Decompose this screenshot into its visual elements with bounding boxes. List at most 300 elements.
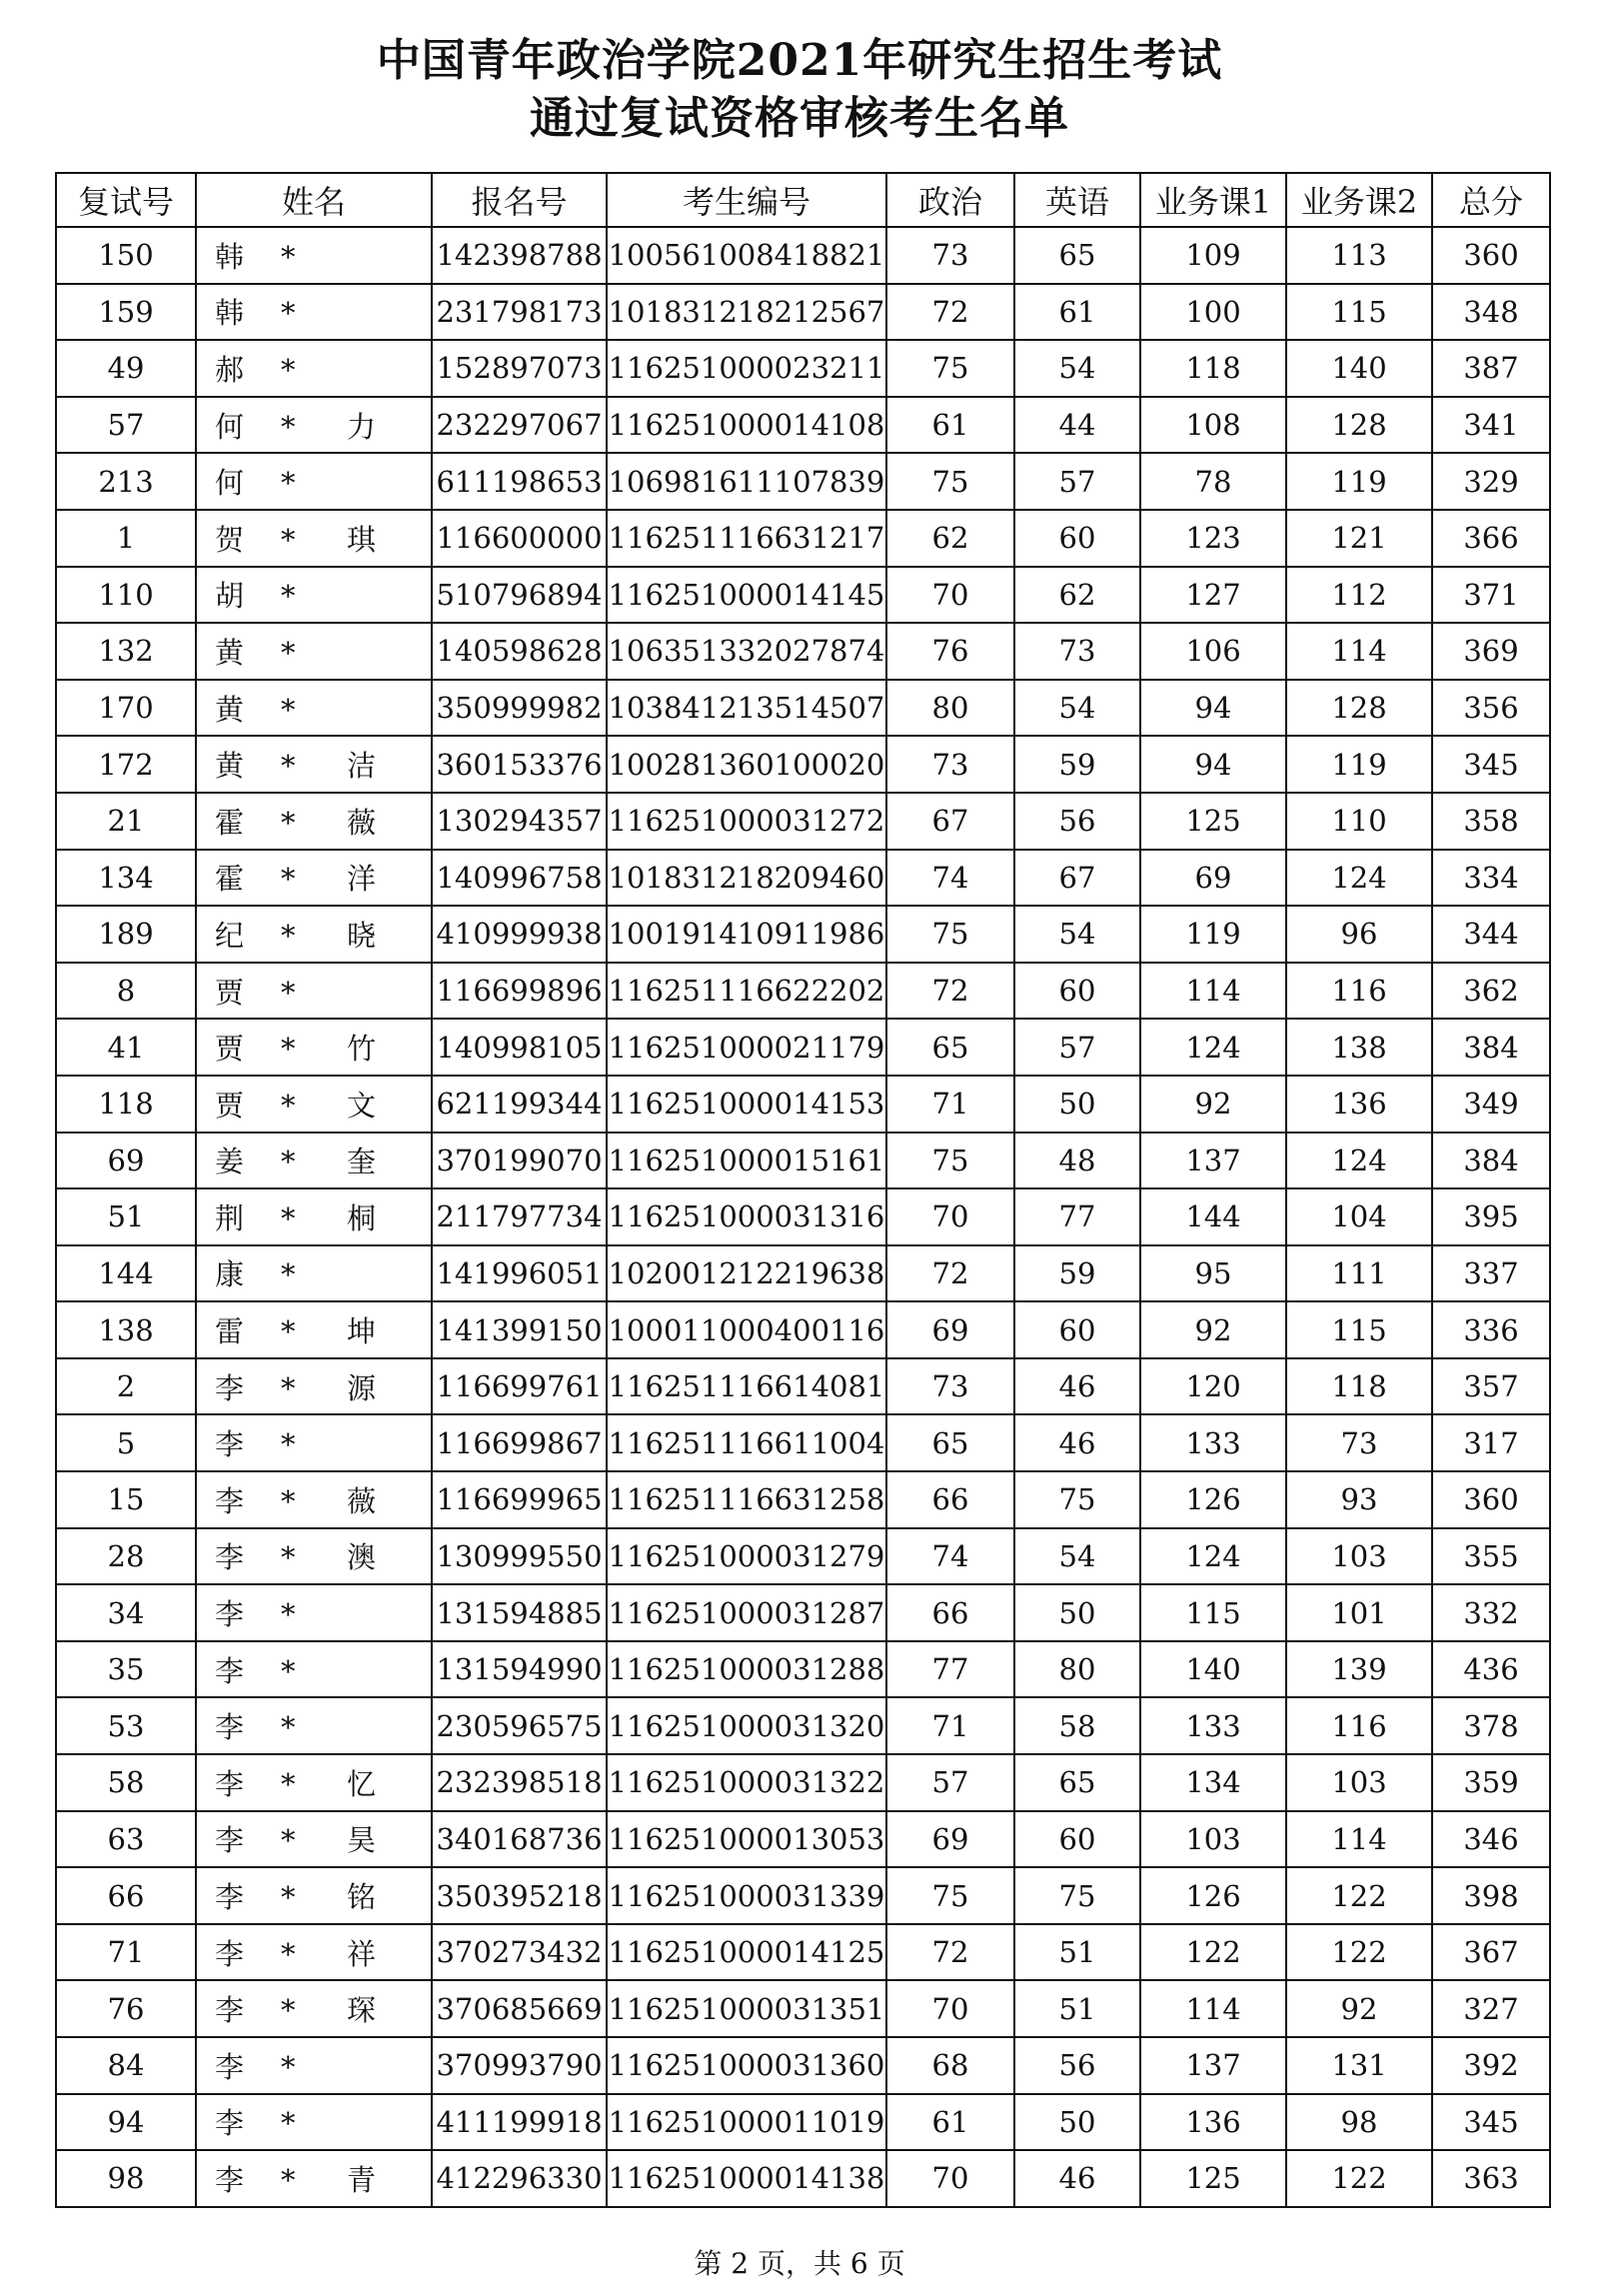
politics-score-cell: 67 bbox=[886, 793, 1014, 850]
table-row bbox=[56, 1924, 1550, 1981]
candidate-number-cell: 116251000014145 bbox=[607, 567, 886, 624]
subject1-score-cell: 78 bbox=[1140, 453, 1286, 510]
name-char: 黄 bbox=[215, 635, 245, 670]
name-char: 李 bbox=[215, 1483, 245, 1518]
candidate-number-cell: 116251116611004 bbox=[607, 1414, 886, 1471]
registration-number-cell: 131594990 bbox=[432, 1641, 607, 1698]
header-cell: 考生编号 bbox=[607, 173, 886, 227]
candidate-number-cell: 116251116614081 bbox=[607, 1358, 886, 1415]
politics-score-cell: 72 bbox=[886, 963, 1014, 1020]
table-row bbox=[56, 397, 1550, 454]
name-char: 贾 bbox=[215, 1088, 245, 1123]
retest-number-cell: 110 bbox=[56, 567, 196, 624]
total-score-cell: 357 bbox=[1432, 1358, 1550, 1415]
name-char: 李 bbox=[215, 2162, 245, 2197]
politics-score-cell: 77 bbox=[886, 1641, 1014, 1698]
registration-number-cell: 611198653 bbox=[432, 453, 607, 510]
total-score-cell: 366 bbox=[1432, 510, 1550, 567]
politics-score-cell: 69 bbox=[886, 1811, 1014, 1868]
subject2-score-cell: 122 bbox=[1286, 1867, 1432, 1924]
english-score-cell: 80 bbox=[1014, 1641, 1140, 1698]
retest-number-cell: 98 bbox=[56, 2150, 196, 2207]
name-char: * bbox=[281, 1766, 296, 1801]
subject2-score-cell: 110 bbox=[1286, 793, 1432, 850]
candidate-number-cell: 116251000014138 bbox=[607, 2150, 886, 2207]
name-char: 澳 bbox=[347, 1540, 377, 1575]
english-score-cell: 60 bbox=[1014, 510, 1140, 567]
name-cell bbox=[196, 1133, 432, 1189]
table-row bbox=[56, 1584, 1550, 1641]
english-score-cell: 73 bbox=[1014, 623, 1140, 680]
header-cell: 政治 bbox=[886, 173, 1014, 227]
registration-number-cell: 370199070 bbox=[432, 1133, 607, 1189]
retest-number-cell: 118 bbox=[56, 1076, 196, 1133]
table-row bbox=[56, 567, 1550, 624]
header-cell: 英语 bbox=[1014, 173, 1140, 227]
registration-number-cell: 130294357 bbox=[432, 793, 607, 850]
candidate-number-cell: 116251000013053 bbox=[607, 1811, 886, 1868]
name-char: * bbox=[281, 1540, 296, 1575]
subject1-score-cell: 95 bbox=[1140, 1245, 1286, 1302]
name-cell bbox=[196, 1358, 432, 1415]
name-char: 洁 bbox=[347, 749, 377, 784]
total-score-cell: 341 bbox=[1432, 397, 1550, 454]
politics-score-cell: 71 bbox=[886, 1076, 1014, 1133]
name-char: 琪 bbox=[347, 522, 377, 557]
politics-score-cell: 69 bbox=[886, 1301, 1014, 1358]
name-char: * bbox=[281, 466, 296, 501]
name-cell bbox=[196, 1811, 432, 1868]
total-score-cell: 371 bbox=[1432, 567, 1550, 624]
total-score-cell: 392 bbox=[1432, 2037, 1550, 2094]
retest-number-cell: 5 bbox=[56, 1414, 196, 1471]
politics-score-cell: 66 bbox=[886, 1471, 1014, 1528]
registration-number-cell: 141996051 bbox=[432, 1245, 607, 1302]
total-score-cell: 378 bbox=[1432, 1697, 1550, 1754]
name-char: 霍 bbox=[215, 805, 245, 840]
name-cell bbox=[196, 1076, 432, 1133]
politics-score-cell: 73 bbox=[886, 736, 1014, 793]
name-char: 琛 bbox=[347, 1993, 377, 2028]
total-score-cell: 360 bbox=[1432, 1471, 1550, 1528]
registration-number-cell: 152897073 bbox=[432, 340, 607, 397]
name-char: 奎 bbox=[347, 1145, 377, 1179]
name-char: 李 bbox=[215, 1653, 245, 1688]
name-char: 忆 bbox=[347, 1766, 377, 1801]
politics-score-cell: 57 bbox=[886, 1754, 1014, 1811]
name-char: 李 bbox=[215, 1540, 245, 1575]
name-char: * bbox=[281, 522, 296, 557]
retest-number-cell: 132 bbox=[56, 623, 196, 680]
table-row bbox=[56, 1245, 1550, 1302]
english-score-cell: 46 bbox=[1014, 1414, 1140, 1471]
name-cell bbox=[196, 1584, 432, 1641]
registration-number-cell: 211797734 bbox=[432, 1188, 607, 1245]
english-score-cell: 54 bbox=[1014, 906, 1140, 963]
name-char: * bbox=[281, 239, 296, 274]
name-char: * bbox=[281, 1597, 296, 1632]
english-score-cell: 48 bbox=[1014, 1133, 1140, 1189]
subject2-score-cell: 121 bbox=[1286, 510, 1432, 567]
table-row bbox=[56, 906, 1550, 963]
name-char: 霍 bbox=[215, 862, 245, 897]
subject2-score-cell: 103 bbox=[1286, 1528, 1432, 1585]
politics-score-cell: 61 bbox=[886, 2094, 1014, 2151]
table-body bbox=[56, 227, 1550, 2207]
subject1-score-cell: 137 bbox=[1140, 2037, 1286, 2094]
retest-number-cell: 58 bbox=[56, 1754, 196, 1811]
subject1-score-cell: 106 bbox=[1140, 623, 1286, 680]
name-char: 贾 bbox=[215, 975, 245, 1010]
table-row bbox=[56, 1471, 1550, 1528]
english-score-cell: 59 bbox=[1014, 1245, 1140, 1302]
retest-number-cell: 53 bbox=[56, 1697, 196, 1754]
retest-number-cell: 84 bbox=[56, 2037, 196, 2094]
subject1-score-cell: 125 bbox=[1140, 2150, 1286, 2207]
registration-number-cell: 370685669 bbox=[432, 1980, 607, 2037]
candidate-number-cell: 116251000031272 bbox=[607, 793, 886, 850]
english-score-cell: 58 bbox=[1014, 1697, 1140, 1754]
name-char: * bbox=[281, 749, 296, 784]
subject1-score-cell: 134 bbox=[1140, 1754, 1286, 1811]
retest-number-cell: 94 bbox=[56, 2094, 196, 2151]
retest-number-cell: 2 bbox=[56, 1358, 196, 1415]
subject2-score-cell: 131 bbox=[1286, 2037, 1432, 2094]
candidate-number-cell: 116251000031339 bbox=[607, 1867, 886, 1924]
retest-number-cell: 35 bbox=[56, 1641, 196, 1698]
retest-number-cell: 172 bbox=[56, 736, 196, 793]
politics-score-cell: 75 bbox=[886, 1867, 1014, 1924]
total-score-cell: 363 bbox=[1432, 2150, 1550, 2207]
name-char: 纪 bbox=[215, 918, 245, 953]
registration-number-cell: 131594885 bbox=[432, 1584, 607, 1641]
subject2-score-cell: 118 bbox=[1286, 1358, 1432, 1415]
registration-number-cell: 231798173 bbox=[432, 284, 607, 341]
table-row bbox=[56, 1133, 1550, 1189]
name-char: 姜 bbox=[215, 1145, 245, 1179]
name-char: 洋 bbox=[347, 862, 377, 897]
candidate-number-cell: 101831218209460 bbox=[607, 850, 886, 907]
name-char: 李 bbox=[215, 1936, 245, 1971]
total-score-cell: 332 bbox=[1432, 1584, 1550, 1641]
politics-score-cell: 68 bbox=[886, 2037, 1014, 2094]
subject1-score-cell: 92 bbox=[1140, 1076, 1286, 1133]
table-row bbox=[56, 1697, 1550, 1754]
retest-number-cell: 41 bbox=[56, 1019, 196, 1076]
name-char: * bbox=[281, 1823, 296, 1858]
english-score-cell: 62 bbox=[1014, 567, 1140, 624]
subject1-score-cell: 133 bbox=[1140, 1414, 1286, 1471]
subject1-score-cell: 94 bbox=[1140, 680, 1286, 737]
english-score-cell: 75 bbox=[1014, 1867, 1140, 1924]
total-score-cell: 367 bbox=[1432, 1924, 1550, 1981]
name-cell bbox=[196, 1697, 432, 1754]
table-header-row bbox=[56, 173, 1550, 227]
name-cell bbox=[196, 2037, 432, 2094]
name-char: * bbox=[281, 918, 296, 953]
politics-score-cell: 62 bbox=[886, 510, 1014, 567]
subject1-score-cell: 140 bbox=[1140, 1641, 1286, 1698]
candidate-number-cell: 116251000031320 bbox=[607, 1697, 886, 1754]
total-score-cell: 384 bbox=[1432, 1019, 1550, 1076]
name-char: * bbox=[281, 1370, 296, 1405]
retest-number-cell: 69 bbox=[56, 1133, 196, 1189]
subject1-score-cell: 92 bbox=[1140, 1301, 1286, 1358]
politics-score-cell: 66 bbox=[886, 1584, 1014, 1641]
table-row bbox=[56, 1414, 1550, 1471]
politics-score-cell: 71 bbox=[886, 1697, 1014, 1754]
total-score-cell: 345 bbox=[1432, 2094, 1550, 2151]
registration-number-cell: 140996758 bbox=[432, 850, 607, 907]
registration-number-cell: 232398518 bbox=[432, 1754, 607, 1811]
name-cell bbox=[196, 227, 432, 284]
name-char: * bbox=[281, 1483, 296, 1518]
candidate-number-cell: 116251000031316 bbox=[607, 1188, 886, 1245]
total-score-cell: 360 bbox=[1432, 227, 1550, 284]
name-cell bbox=[196, 567, 432, 624]
name-cell bbox=[196, 1867, 432, 1924]
table-row bbox=[56, 736, 1550, 793]
subject2-score-cell: 113 bbox=[1286, 227, 1432, 284]
registration-number-cell: 232297067 bbox=[432, 397, 607, 454]
english-score-cell: 54 bbox=[1014, 1528, 1140, 1585]
english-score-cell: 57 bbox=[1014, 453, 1140, 510]
subject1-score-cell: 109 bbox=[1140, 227, 1286, 284]
name-cell bbox=[196, 2094, 432, 2151]
politics-score-cell: 72 bbox=[886, 1924, 1014, 1981]
name-char: 力 bbox=[347, 409, 377, 444]
subject2-score-cell: 128 bbox=[1286, 680, 1432, 737]
english-score-cell: 65 bbox=[1014, 227, 1140, 284]
registration-number-cell: 116699965 bbox=[432, 1471, 607, 1528]
english-score-cell: 44 bbox=[1014, 397, 1140, 454]
name-char: 何 bbox=[215, 409, 245, 444]
name-cell bbox=[196, 1754, 432, 1811]
name-char: 薇 bbox=[347, 805, 377, 840]
total-score-cell: 337 bbox=[1432, 1245, 1550, 1302]
header-cell: 业务课2 bbox=[1286, 173, 1432, 227]
candidate-number-cell: 106981611107839 bbox=[607, 453, 886, 510]
table-row bbox=[56, 1811, 1550, 1868]
subject1-score-cell: 124 bbox=[1140, 1019, 1286, 1076]
english-score-cell: 50 bbox=[1014, 1584, 1140, 1641]
name-cell bbox=[196, 1528, 432, 1585]
name-cell bbox=[196, 1641, 432, 1698]
retest-number-cell: 51 bbox=[56, 1188, 196, 1245]
table-row bbox=[56, 1019, 1550, 1076]
total-score-cell: 327 bbox=[1432, 1980, 1550, 2037]
table-row bbox=[56, 963, 1550, 1020]
subject2-score-cell: 138 bbox=[1286, 1019, 1432, 1076]
candidate-number-cell: 116251000031279 bbox=[607, 1528, 886, 1585]
name-cell bbox=[196, 736, 432, 793]
name-cell bbox=[196, 623, 432, 680]
candidate-number-cell: 116251000031351 bbox=[607, 1980, 886, 2037]
name-char: * bbox=[281, 2049, 296, 2084]
name-char: * bbox=[281, 1710, 296, 1745]
name-char: 雷 bbox=[215, 1314, 245, 1349]
retest-number-cell: 57 bbox=[56, 397, 196, 454]
english-score-cell: 60 bbox=[1014, 1811, 1140, 1868]
subject1-score-cell: 126 bbox=[1140, 1471, 1286, 1528]
name-char: 黄 bbox=[215, 749, 245, 784]
english-score-cell: 51 bbox=[1014, 1980, 1140, 2037]
header-cell: 姓名 bbox=[196, 173, 432, 227]
registration-number-cell: 370993790 bbox=[432, 2037, 607, 2094]
name-char: 文 bbox=[347, 1088, 377, 1123]
subject2-score-cell: 98 bbox=[1286, 2094, 1432, 2151]
name-char: * bbox=[281, 1088, 296, 1123]
name-char: * bbox=[281, 692, 296, 727]
table-row bbox=[56, 1528, 1550, 1585]
retest-number-cell: 8 bbox=[56, 963, 196, 1020]
registration-number-cell: 116600000 bbox=[432, 510, 607, 567]
registration-number-cell: 411199918 bbox=[432, 2094, 607, 2151]
name-cell bbox=[196, 453, 432, 510]
registration-number-cell: 510796894 bbox=[432, 567, 607, 624]
subject1-score-cell: 114 bbox=[1140, 1980, 1286, 2037]
name-char: 祥 bbox=[347, 1936, 377, 1971]
total-score-cell: 356 bbox=[1432, 680, 1550, 737]
registration-number-cell: 412296330 bbox=[432, 2150, 607, 2207]
name-char: 胡 bbox=[215, 579, 245, 614]
politics-score-cell: 75 bbox=[886, 453, 1014, 510]
table-row bbox=[56, 1867, 1550, 1924]
english-score-cell: 54 bbox=[1014, 680, 1140, 737]
name-char: 竹 bbox=[347, 1032, 377, 1067]
subject1-score-cell: 133 bbox=[1140, 1697, 1286, 1754]
candidate-number-cell: 100561008418821 bbox=[607, 227, 886, 284]
name-char: 坤 bbox=[347, 1314, 377, 1349]
table-row bbox=[56, 850, 1550, 907]
registration-number-cell: 370273432 bbox=[432, 1924, 607, 1981]
candidate-number-cell: 100281360100020 bbox=[607, 736, 886, 793]
name-char: * bbox=[281, 1993, 296, 2028]
subject1-score-cell: 108 bbox=[1140, 397, 1286, 454]
total-score-cell: 348 bbox=[1432, 284, 1550, 341]
subject2-score-cell: 112 bbox=[1286, 567, 1432, 624]
subject1-score-cell: 122 bbox=[1140, 1924, 1286, 1981]
name-char: * bbox=[281, 579, 296, 614]
politics-score-cell: 65 bbox=[886, 1414, 1014, 1471]
total-score-cell: 384 bbox=[1432, 1133, 1550, 1189]
english-score-cell: 56 bbox=[1014, 2037, 1140, 2094]
name-cell bbox=[196, 793, 432, 850]
name-cell bbox=[196, 1980, 432, 2037]
english-score-cell: 56 bbox=[1014, 793, 1140, 850]
subject2-score-cell: 115 bbox=[1286, 1301, 1432, 1358]
header-cell: 报名号 bbox=[432, 173, 607, 227]
politics-score-cell: 70 bbox=[886, 567, 1014, 624]
retest-number-cell: 71 bbox=[56, 1924, 196, 1981]
retest-number-cell: 21 bbox=[56, 793, 196, 850]
politics-score-cell: 75 bbox=[886, 1133, 1014, 1189]
english-score-cell: 54 bbox=[1014, 340, 1140, 397]
candidate-number-cell: 116251116622202 bbox=[607, 963, 886, 1020]
name-cell bbox=[196, 906, 432, 963]
subject2-score-cell: 116 bbox=[1286, 963, 1432, 1020]
table-row bbox=[56, 284, 1550, 341]
registration-number-cell: 140998105 bbox=[432, 1019, 607, 1076]
english-score-cell: 67 bbox=[1014, 850, 1140, 907]
name-char: * bbox=[281, 1032, 296, 1067]
table-row bbox=[56, 1301, 1550, 1358]
name-char: * bbox=[281, 296, 296, 331]
english-score-cell: 59 bbox=[1014, 736, 1140, 793]
candidate-number-cell: 116251000015161 bbox=[607, 1133, 886, 1189]
header-cell: 复试号 bbox=[56, 173, 196, 227]
subject2-score-cell: 136 bbox=[1286, 1076, 1432, 1133]
subject2-score-cell: 111 bbox=[1286, 1245, 1432, 1302]
name-cell bbox=[196, 1301, 432, 1358]
retest-number-cell: 189 bbox=[56, 906, 196, 963]
name-char: 荆 bbox=[215, 1200, 245, 1235]
name-char: * bbox=[281, 1653, 296, 1688]
candidate-number-cell: 116251000031322 bbox=[607, 1754, 886, 1811]
name-cell bbox=[196, 510, 432, 567]
registration-number-cell: 410999938 bbox=[432, 906, 607, 963]
subject2-score-cell: 119 bbox=[1286, 736, 1432, 793]
name-cell bbox=[196, 1245, 432, 1302]
subject2-score-cell: 96 bbox=[1286, 906, 1432, 963]
name-cell bbox=[196, 1924, 432, 1981]
candidate-number-cell: 116251000031360 bbox=[607, 2037, 886, 2094]
name-cell bbox=[196, 397, 432, 454]
registration-number-cell: 116699896 bbox=[432, 963, 607, 1020]
name-char: * bbox=[281, 2162, 296, 2197]
subject2-score-cell: 92 bbox=[1286, 1980, 1432, 2037]
total-score-cell: 395 bbox=[1432, 1188, 1550, 1245]
total-score-cell: 362 bbox=[1432, 963, 1550, 1020]
candidate-number-cell: 116251000023211 bbox=[607, 340, 886, 397]
page-number: 第 2 页，共 6 页 bbox=[694, 2247, 905, 2280]
subject1-score-cell: 114 bbox=[1140, 963, 1286, 1020]
subject1-score-cell: 124 bbox=[1140, 1528, 1286, 1585]
politics-score-cell: 70 bbox=[886, 2150, 1014, 2207]
subject1-score-cell: 94 bbox=[1140, 736, 1286, 793]
total-score-cell: 317 bbox=[1432, 1414, 1550, 1471]
name-cell bbox=[196, 850, 432, 907]
total-score-cell: 358 bbox=[1432, 793, 1550, 850]
name-char: 郝 bbox=[215, 352, 245, 387]
subject1-score-cell: 137 bbox=[1140, 1133, 1286, 1189]
english-score-cell: 46 bbox=[1014, 2150, 1140, 2207]
retest-number-cell: 63 bbox=[56, 1811, 196, 1868]
name-cell bbox=[196, 1019, 432, 1076]
registration-number-cell: 230596575 bbox=[432, 1697, 607, 1754]
name-char: * bbox=[281, 1145, 296, 1179]
name-char: 晓 bbox=[347, 918, 377, 953]
name-char: 李 bbox=[215, 1710, 245, 1745]
subject1-score-cell: 136 bbox=[1140, 2094, 1286, 2151]
name-char: * bbox=[281, 1314, 296, 1349]
politics-score-cell: 74 bbox=[886, 1528, 1014, 1585]
candidate-number-cell: 116251116631217 bbox=[607, 510, 886, 567]
name-char: 李 bbox=[215, 1766, 245, 1801]
english-score-cell: 65 bbox=[1014, 1754, 1140, 1811]
retest-number-cell: 213 bbox=[56, 453, 196, 510]
name-char: 李 bbox=[215, 1880, 245, 1915]
subject2-score-cell: 101 bbox=[1286, 1584, 1432, 1641]
subject2-score-cell: 128 bbox=[1286, 397, 1432, 454]
subject2-score-cell: 93 bbox=[1286, 1471, 1432, 1528]
name-char: 何 bbox=[215, 466, 245, 501]
name-char: 青 bbox=[347, 2162, 377, 2197]
subject1-score-cell: 115 bbox=[1140, 1584, 1286, 1641]
subject2-score-cell: 122 bbox=[1286, 2150, 1432, 2207]
name-char: * bbox=[281, 1936, 296, 1971]
title-line-2: 通过复试资格审核考生名单 bbox=[530, 93, 1069, 144]
